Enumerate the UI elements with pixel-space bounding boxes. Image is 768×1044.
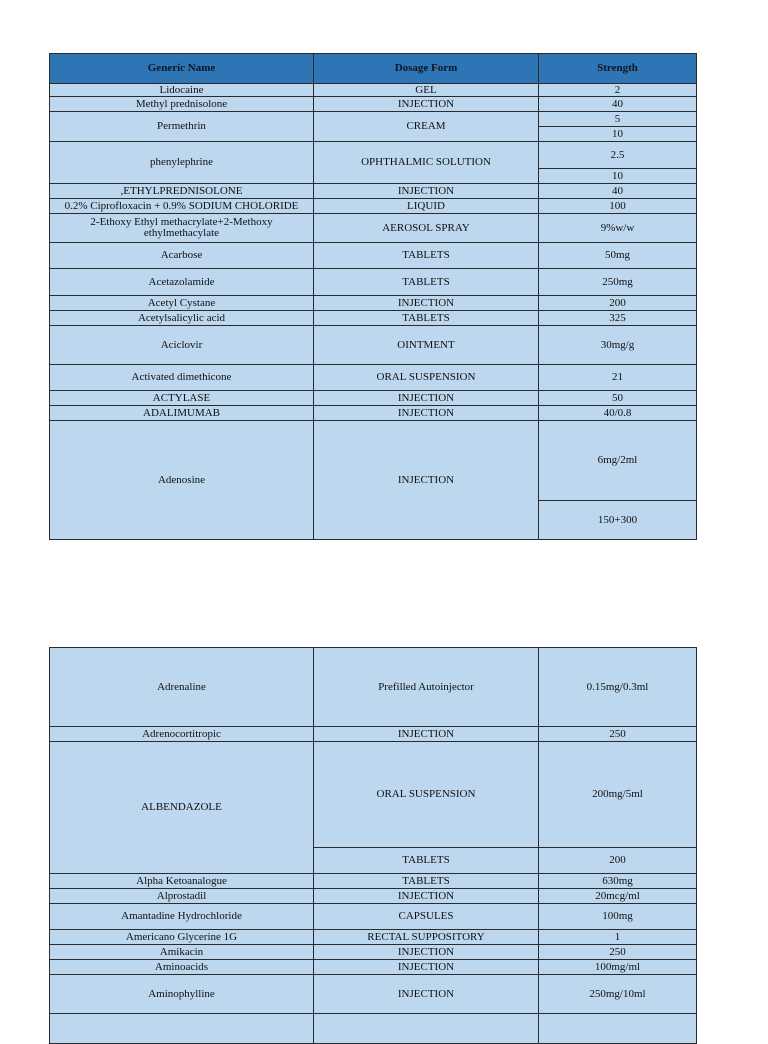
table-row	[50, 112, 697, 127]
strength-cell: 6mg/2ml	[539, 421, 697, 501]
generic-name-cell: ACTYLASE	[50, 391, 314, 406]
dosage-form-cell: INJECTION	[314, 960, 539, 975]
strength-cell: 250	[539, 945, 697, 960]
generic-name-cell: Alprostadil	[50, 889, 314, 904]
strength-cell: 2.5	[539, 142, 697, 169]
strength-cell	[539, 1014, 697, 1044]
header-generic-name: Generic Name	[50, 54, 314, 84]
generic-name-cell: Alpha Ketoanalogue	[50, 874, 314, 889]
generic-name-cell: Aminoacids	[50, 960, 314, 975]
strength-cell: 325	[539, 311, 697, 326]
dosage-form-cell: Prefilled Autoinjector	[314, 648, 539, 727]
dosage-form-cell: INJECTION	[314, 889, 539, 904]
dosage-form-cell: AEROSOL SPRAY	[314, 214, 539, 243]
strength-cell: 40	[539, 97, 697, 112]
table-row	[50, 311, 697, 326]
dosage-form-cell: RECTAL SUPPOSITORY	[314, 930, 539, 945]
strength-cell: 200	[539, 296, 697, 311]
dosage-form-cell	[314, 1014, 539, 1044]
generic-name-cell: Acetylsalicylic acid	[50, 311, 314, 326]
strength-cell: 50mg	[539, 243, 697, 269]
strength-cell: 10	[539, 127, 697, 142]
dosage-form-cell: CREAM	[314, 112, 539, 142]
drug-table-1	[49, 53, 697, 540]
strength-cell: 250mg	[539, 269, 697, 296]
dosage-form-cell: OPHTHALMIC SOLUTION	[314, 142, 539, 184]
table-row	[50, 406, 697, 421]
strength-cell: 100mg/ml	[539, 960, 697, 975]
dosage-form-cell: TABLETS	[314, 269, 539, 296]
strength-cell: 100mg	[539, 904, 697, 930]
table-row	[50, 742, 697, 848]
dosage-form-cell: INJECTION	[314, 945, 539, 960]
generic-name-cell	[50, 1014, 314, 1044]
table-row	[50, 326, 697, 365]
generic-name-cell: ,ETHYLPREDNISOLONE	[50, 184, 314, 199]
strength-cell: 150+300	[539, 501, 697, 540]
table-row	[50, 648, 697, 727]
strength-cell: 250mg/10ml	[539, 975, 697, 1014]
table-row	[50, 214, 697, 243]
generic-name-cell: Adrenaline	[50, 648, 314, 727]
table-row	[50, 975, 697, 1014]
table-row	[50, 269, 697, 296]
dosage-form-cell: INJECTION	[314, 184, 539, 199]
generic-name-cell: Permethrin	[50, 112, 314, 142]
strength-cell: 100	[539, 199, 697, 214]
strength-cell: 40/0.8	[539, 406, 697, 421]
strength-cell: 30mg/g	[539, 326, 697, 365]
strength-cell: 5	[539, 112, 697, 127]
generic-name-cell: Acetazolamide	[50, 269, 314, 296]
table-row	[50, 889, 697, 904]
strength-cell: 9%w/w	[539, 214, 697, 243]
table-row	[50, 421, 697, 501]
table-row	[50, 391, 697, 406]
table-row	[50, 142, 697, 169]
dosage-form-cell: ORAL SUSPENSION	[314, 365, 539, 391]
generic-name-cell: Methyl prednisolone	[50, 97, 314, 112]
generic-name-cell: Aciclovir	[50, 326, 314, 365]
strength-cell: 50	[539, 391, 697, 406]
table-row	[50, 199, 697, 214]
dosage-form-cell: INJECTION	[314, 727, 539, 742]
table-row	[50, 365, 697, 391]
dosage-form-cell: TABLETS	[314, 848, 539, 874]
strength-cell: 2	[539, 84, 697, 97]
table-row	[50, 727, 697, 742]
strength-cell: 250	[539, 727, 697, 742]
table-row	[50, 904, 697, 930]
generic-name-cell: Acarbose	[50, 243, 314, 269]
generic-name-cell: Activated dimethicone	[50, 365, 314, 391]
table-row	[50, 296, 697, 311]
strength-cell: 630mg	[539, 874, 697, 889]
header-dosage-form: Dosage Form	[314, 54, 539, 84]
dosage-form-cell: GEL	[314, 84, 539, 97]
strength-cell: 20mcg/ml	[539, 889, 697, 904]
generic-name-cell: Lidocaine	[50, 84, 314, 97]
strength-cell: 10	[539, 169, 697, 184]
generic-name-cell: Adenosine	[50, 421, 314, 540]
table-row	[50, 960, 697, 975]
strength-cell: 200	[539, 848, 697, 874]
generic-name-cell: phenylephrine	[50, 142, 314, 184]
dosage-form-cell: INJECTION	[314, 97, 539, 112]
strength-cell: 21	[539, 365, 697, 391]
generic-name-cell: Americano Glycerine 1G	[50, 930, 314, 945]
table-row	[50, 930, 697, 945]
table-row	[50, 1014, 697, 1044]
table-row	[50, 84, 697, 97]
strength-cell: 1	[539, 930, 697, 945]
generic-name-cell: Amantadine Hydrochloride	[50, 904, 314, 930]
dosage-form-cell: ORAL SUSPENSION	[314, 742, 539, 848]
header-row	[50, 54, 697, 84]
generic-name-cell: Acetyl Cystane	[50, 296, 314, 311]
dosage-form-cell: CAPSULES	[314, 904, 539, 930]
table-1-body	[50, 84, 697, 540]
dosage-form-cell: INJECTION	[314, 975, 539, 1014]
table-2-body	[50, 648, 697, 1044]
table-row	[50, 97, 697, 112]
generic-name-cell: 2-Ethoxy Ethyl methacrylate+2-Methoxy ethylmethacylate	[50, 214, 314, 243]
table-row	[50, 945, 697, 960]
generic-name-cell: 0.2% Ciprofloxacin + 0.9% SODIUM CHOLORIDE	[50, 199, 314, 214]
generic-name-cell: ALBENDAZOLE	[50, 742, 314, 874]
dosage-form-cell: TABLETS	[314, 874, 539, 889]
generic-name-cell: Adrenocortitropic	[50, 727, 314, 742]
dosage-form-cell: INJECTION	[314, 296, 539, 311]
dosage-form-cell: TABLETS	[314, 243, 539, 269]
generic-name-cell: Amikacin	[50, 945, 314, 960]
dosage-form-cell: INJECTION	[314, 406, 539, 421]
drug-table-2	[49, 647, 697, 1044]
dosage-form-cell: LIQUID	[314, 199, 539, 214]
strength-cell: 0.15mg/0.3ml	[539, 648, 697, 727]
strength-cell: 40	[539, 184, 697, 199]
header-strength: Strength	[539, 54, 697, 84]
table-row	[50, 874, 697, 889]
strength-cell: 200mg/5ml	[539, 742, 697, 848]
table-row	[50, 184, 697, 199]
dosage-form-cell: OINTMENT	[314, 326, 539, 365]
dosage-form-cell: TABLETS	[314, 311, 539, 326]
dosage-form-cell: INJECTION	[314, 391, 539, 406]
table-row	[50, 243, 697, 269]
dosage-form-cell: INJECTION	[314, 421, 539, 540]
generic-name-cell: Aminophylline	[50, 975, 314, 1014]
generic-name-cell: ADALIMUMAB	[50, 406, 314, 421]
